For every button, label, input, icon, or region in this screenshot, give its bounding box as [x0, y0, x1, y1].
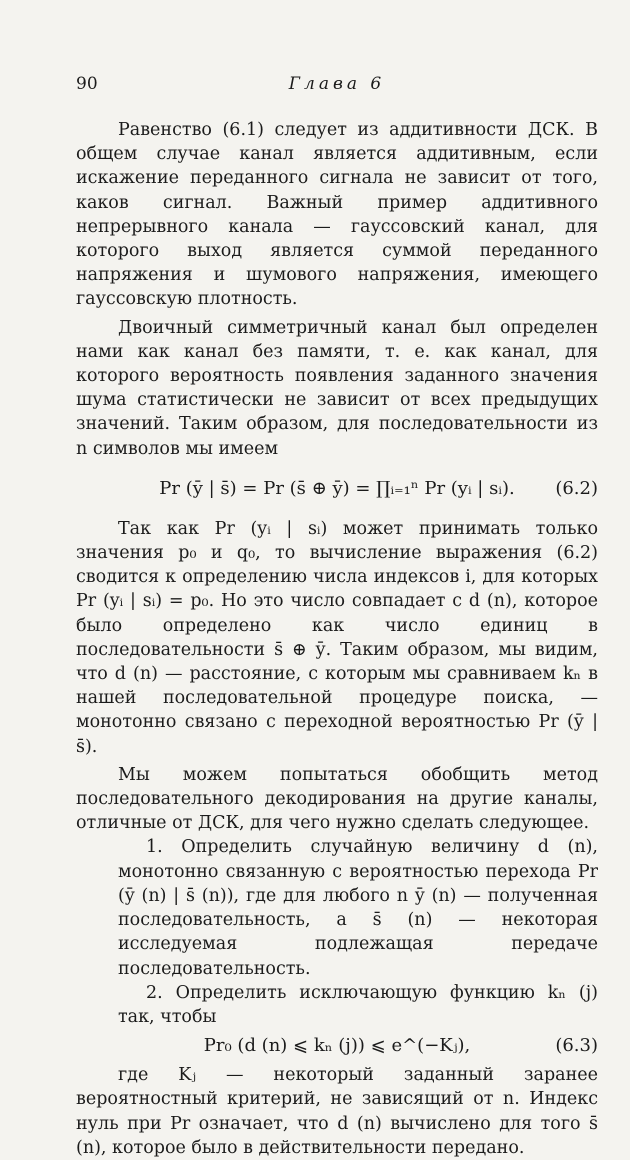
paragraph-1: Равенство (6.1) следует из аддитивности ДСК. В общем случае канал является аддитивным, если искажение переданного сигнала не зависит от того, каков сигнал. Важный пример аддитивного непрерывного канала — гауссовский канал, для которого выход является суммой переданного напряжения и шумового напряжения, имеющего гауссовскую плотность. [76, 120, 598, 310]
chapter-title: Глава 6 [288, 74, 386, 94]
list-item-1: 1. Определить случайную величину d (n), монотонно связанную с вероятностью перехода Pr (ȳ (n) | s̄ (n)), где для любого n ȳ (n) — полученная последовательность, а s̄ (n) — некоторая исследуемая подлежащая передаче последовательность. [118, 837, 598, 979]
paragraph-5: где Kⱼ — некоторый заданный заранее вероятностный критерий, не зависящий от n. Индекс нуль при Pr означает, что d (n) вычислено для того s̄ (n), которое было в действительности передано. [76, 1065, 598, 1158]
page-body [76, 118, 598, 1160]
paragraph-2: Двоичный симметричный канал был определен нами как канал без памяти, т. е. как канал, для которого вероятность появления заданного значения шума статистически не зависит от всех предыдущих значений. Таким образом, для последовательности из n символов мы имеем [76, 317, 598, 459]
equation-6-2-body: Pr (ȳ | s̄) = Pr (s̄ ⊕ ȳ) = ∏ᵢ₌₁ⁿ Pr (yᵢ | sᵢ). [159, 477, 515, 499]
page-header [76, 74, 598, 98]
equation-6-3 [76, 1029, 598, 1063]
equation-6-2-number: (6.2) [555, 477, 598, 499]
equation-6-2 [76, 461, 598, 517]
equation-6-3-body: Pr₀ (d (n) ⩽ kₙ (j)) ⩽ e^(−Kⱼ), [203, 1035, 471, 1056]
page-number: 90 [76, 74, 98, 94]
paragraph-4: Мы можем попытаться обобщить метод последовательного декодирования на другие каналы, отличные от ДСК, для чего нужно сделать следующее. [76, 764, 598, 834]
paragraph-3: Так как Pr (yᵢ | sᵢ) может принимать только значения p₀ и q₀, то вычисление выражения (6.2) сводится к определению числа индексов i, для которых Pr (yᵢ | sᵢ) = p₀. Но это число совпадает с d (n), которое было определено как число единиц в последовательности s̄ ⊕ ȳ. Таким образом, мы видим, что d (n) — расстояние, с которым мы сравниваем kₙ в нашей последовательной процедуре поиска, — монотонно связано с переходной вероятностью Pr (ȳ | s̄). [76, 518, 598, 757]
list-item-2: 2. Определить исключающую функцию kₙ (j) так, чтобы [118, 982, 598, 1027]
equation-6-3-number: (6.3) [555, 1035, 598, 1057]
